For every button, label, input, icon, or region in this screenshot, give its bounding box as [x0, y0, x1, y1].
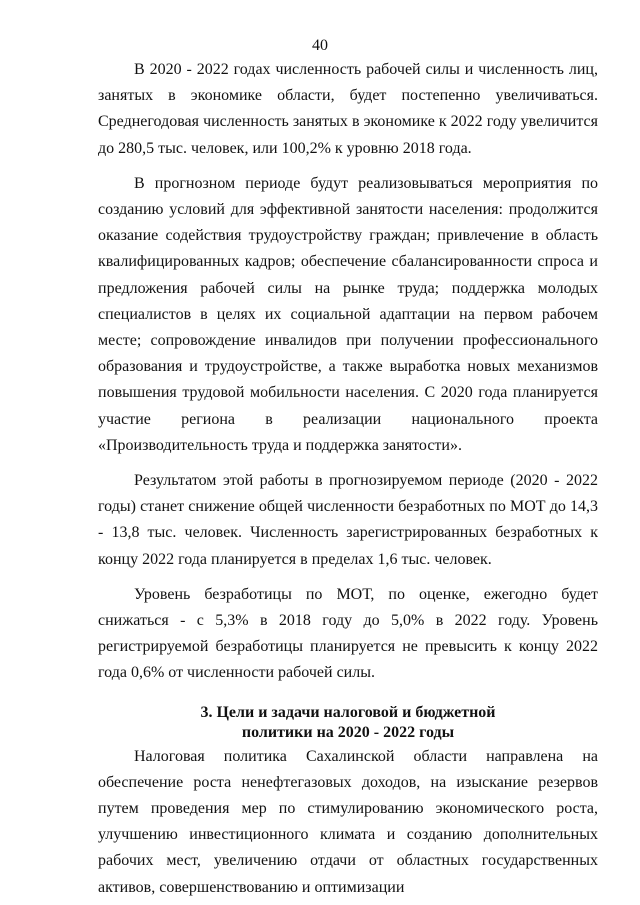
paragraph-tax-policy: Налоговая политика Сахалинской области направлена на обеспечение роста ненефтегазовых доходов, на изыскание резервов путем проведения мер по стимулированию экономического роста, улучшению инвестиционного климата и созданию дополнительных рабочих мест, увеличению отдачи от областных государственных активов, совершенствованию и оптимизации: [98, 747, 598, 896]
paragraph-unemployment-rate: Уровень безработицы по МОТ, по оценке, ежегодно будет снижаться - с 5,3% в 2018 году до 5,0% в 2022 году. Уровень регистрируемой безработицы планируется не превысить к концу 2022 года 0,6% от численности рабочей силы.: [98, 585, 598, 682]
page-number: 40: [312, 37, 328, 54]
document-body: [98, 57, 598, 901]
section-heading: 3. Цели и задачи налоговой и бюджетной политики на 2020 - 2022 годы: [200, 703, 496, 741]
paragraph-employment-measures: В прогнозном периоде будут реализовываться мероприятия по созданию условий для эффективной занятости населения: продолжится оказание содействия трудоустройству граждан; привлечение в область квалифицированных кадров; обеспечение сбалансированности спроса и предложения рабочей силы на рынке труда; поддержка молодых специалистов в целях их социальной адаптации на первом рабочем месте; сопровождение инвалидов при получении профессионального образования и трудоустройстве, а также выработка новых механизмов повышения трудовой мобильности населения. С 2020 года планируется участие региона в реализации национального проекта «Производительность труда и поддержка занятости».: [98, 174, 598, 454]
paragraph-unemployment-reduction: Результатом этой работы в прогнозируемом периоде (2020 - 2022 годы) станет снижение общей численности безработных по МОТ до 14,3 - 13,8 тыс. человек. Численность зарегистрированных безработных к концу 2022 года планируется в пределах 1,6 тыс. человек.: [98, 472, 598, 568]
paragraph-labor-force: В 2020 - 2022 годах численность рабочей силы и численность лиц, занятых в экономике области, будет постепенно увеличиваться. Среднегодовая численность занятых в экономике к 2022 году увеличится до 280,5 тыс. человек, или 100,2% к уровню 2018 года.: [98, 61, 598, 157]
